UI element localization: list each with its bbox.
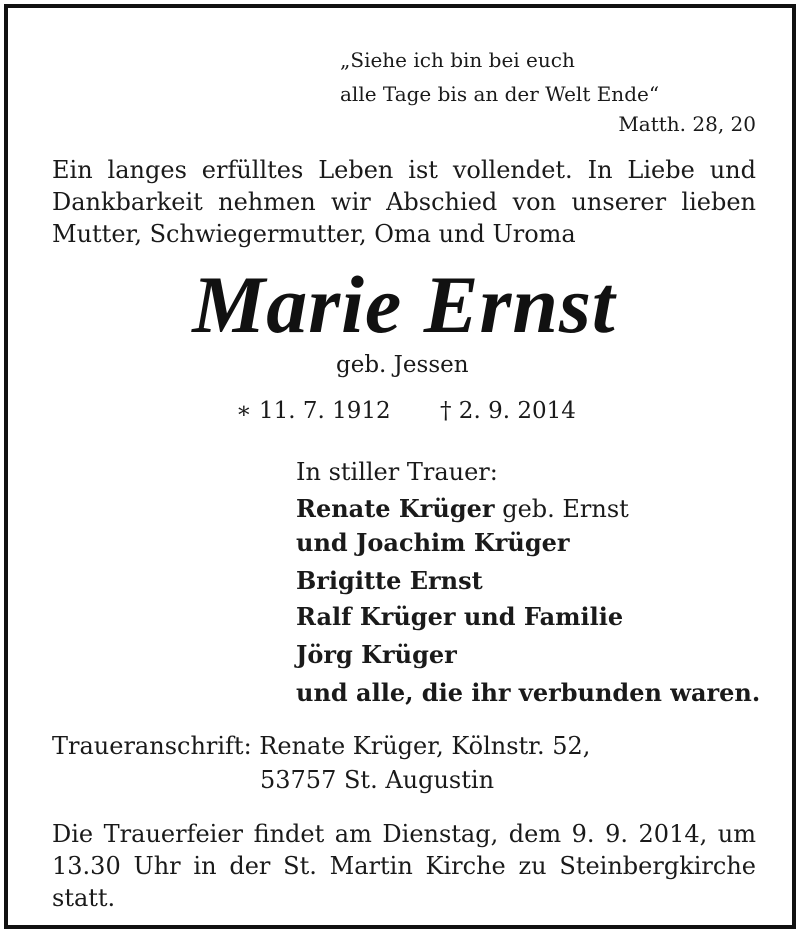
address-line-1: Traueranschrift: Renate Krüger, Kölnstr. 52, [52, 732, 591, 760]
obituary-notice [4, 4, 796, 929]
service-line-2: 13.30 Uhr in der St. Martin Kirche zu Steinbergkirche [52, 852, 756, 880]
mourner-line-1 [296, 494, 629, 523]
service-line-3: statt. [52, 884, 116, 912]
address-line-2: 53757 St. Augustin [260, 766, 495, 794]
mourner-name: Renate Krüger [296, 494, 495, 523]
mourner-line-4: Ralf Krüger und Familie [296, 602, 624, 631]
intro-line-1: Ein langes erfülltes Leben ist vollendet. In Liebe und [52, 156, 756, 184]
quote-line-2: alle Tage bis an der Welt Ende“ [340, 82, 660, 106]
death-date: † 2. 9. 2014 [440, 398, 576, 424]
intro-line-2: Dankbarkeit nehmen wir Abschied von unserer lieben [52, 188, 756, 216]
quote-source: Matth. 28, 20 [618, 112, 756, 136]
mourner-maiden: geb. Ernst [494, 495, 629, 523]
birth-date: ∗ 11. 7. 1912 [236, 398, 391, 424]
service-line-1: Die Trauerfeier findet am Dienstag, dem 9. 9. 2014, um [52, 820, 756, 848]
quote-line-1: „Siehe ich bin bei euch [340, 48, 575, 72]
mourners-heading: In stiller Trauer: [296, 458, 498, 486]
mourner-line-3: Brigitte Ernst [296, 566, 483, 595]
maiden-name: geb. Jessen [336, 352, 469, 378]
mourner-line-6: und alle, die ihr verbunden waren. [296, 678, 761, 707]
mourner-line-5: Jörg Krüger [296, 640, 457, 669]
intro-line-3: Mutter, Schwiegermutter, Oma und Uroma [52, 220, 576, 248]
mourner-line-2: und Joachim Krüger [296, 528, 570, 557]
deceased-name: Marie Ernst [192, 259, 616, 350]
